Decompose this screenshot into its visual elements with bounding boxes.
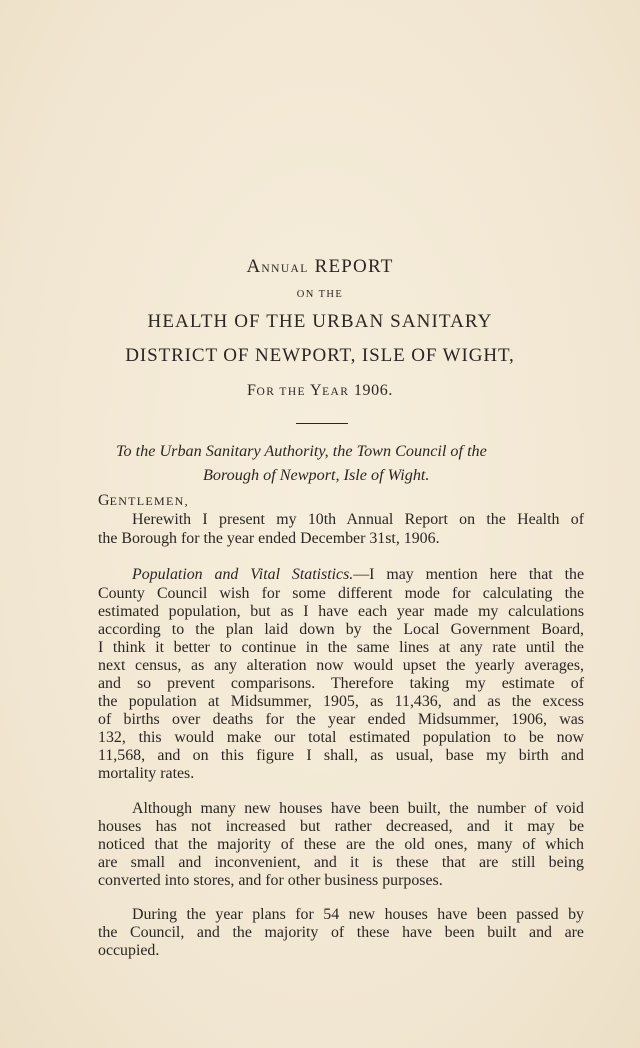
report-title [0,256,640,278]
title-small-caps: NNUAL [261,263,309,275]
p2-line-2: County Council wish for some different mode for calculating the [98,585,584,602]
year-number: 1906. [349,382,393,399]
title-health-line: HEALTH OF THE URBAN SANITARY [147,311,493,332]
p2-line-12: mortality rates. [98,765,195,782]
title-divider [296,423,348,424]
p2-line-9: of births over deaths for the year ended Midsummer, 1906, was [98,711,584,728]
p2-line-5: I think it better to continue in the same lines at any rate until the [98,639,584,656]
p2-line-7: and so prevent comparisons. Therefore taking my estimate of [98,675,584,692]
p2-line-11: 11,568, and on this figure I shall, as usual, base my birth and [98,747,584,764]
p2-line-6: next census, as any alteration now would upset the yearly averages, [98,657,584,674]
salutation [98,492,189,510]
p3-line-3: noticed that the majority of these are the old ones, many of which [98,836,584,853]
p2-line-10: 132, this would make our total estimated population to be now [98,729,584,746]
address-line-2: Borough of Newport, Isle of Wight. [203,466,430,484]
p3-line-1: Although many new houses have been built, the number of void [132,800,584,817]
title-year-line [0,382,640,400]
p2-first-rest: —I may mention here that the [353,566,585,583]
year-initial-f: F [247,382,257,399]
p3-line-5: converted into stores, and for other business purposes. [98,872,443,889]
p4-line-3: occupied. [98,942,160,959]
year-sc-ear: EAR [322,386,350,398]
p1-line-1: Herewith I present my 10th Annual Report on the Health of [132,511,584,528]
p2-line-3: estimated population, but as I have each year made my calculations [98,603,584,620]
title-initial: A [246,256,262,277]
salutation-rest: ENTLEMEN, [109,494,189,508]
p4-line-1: During the year plans for 54 new houses have been passed by [132,906,584,923]
address-line-1: To the Urban Sanitary Authority, the Town Council of the [116,442,487,460]
salutation-initial: G [98,492,110,509]
p2-line-8: the population at Midsummer, 1905, as 11,436, and as the excess [98,693,584,710]
title-on-the: ON THE [296,289,344,300]
p1-line-2: the Borough for the year ended December 31st, 1906. [98,530,440,547]
title-rest: REPORT [308,256,394,277]
year-initial-y: Y [305,382,323,399]
p3-line-4: are small and inconvenient, and it is these that are still being [98,854,584,871]
p4-line-2: the Council, and the majority of these have been built and are [98,924,584,941]
year-sc-or-the: OR THE [256,386,306,398]
p2-line-1 [132,566,584,584]
p3-line-2: houses has not increased but rather decreased, and it may be [98,818,584,835]
p2-line-4: according to the plan laid down by the Local Government Board, [98,621,584,638]
title-district-line: DISTRICT OF NEWPORT, ISLE OF WIGHT, [125,345,515,366]
p2-heading: Population and Vital Statistics. [132,566,354,583]
